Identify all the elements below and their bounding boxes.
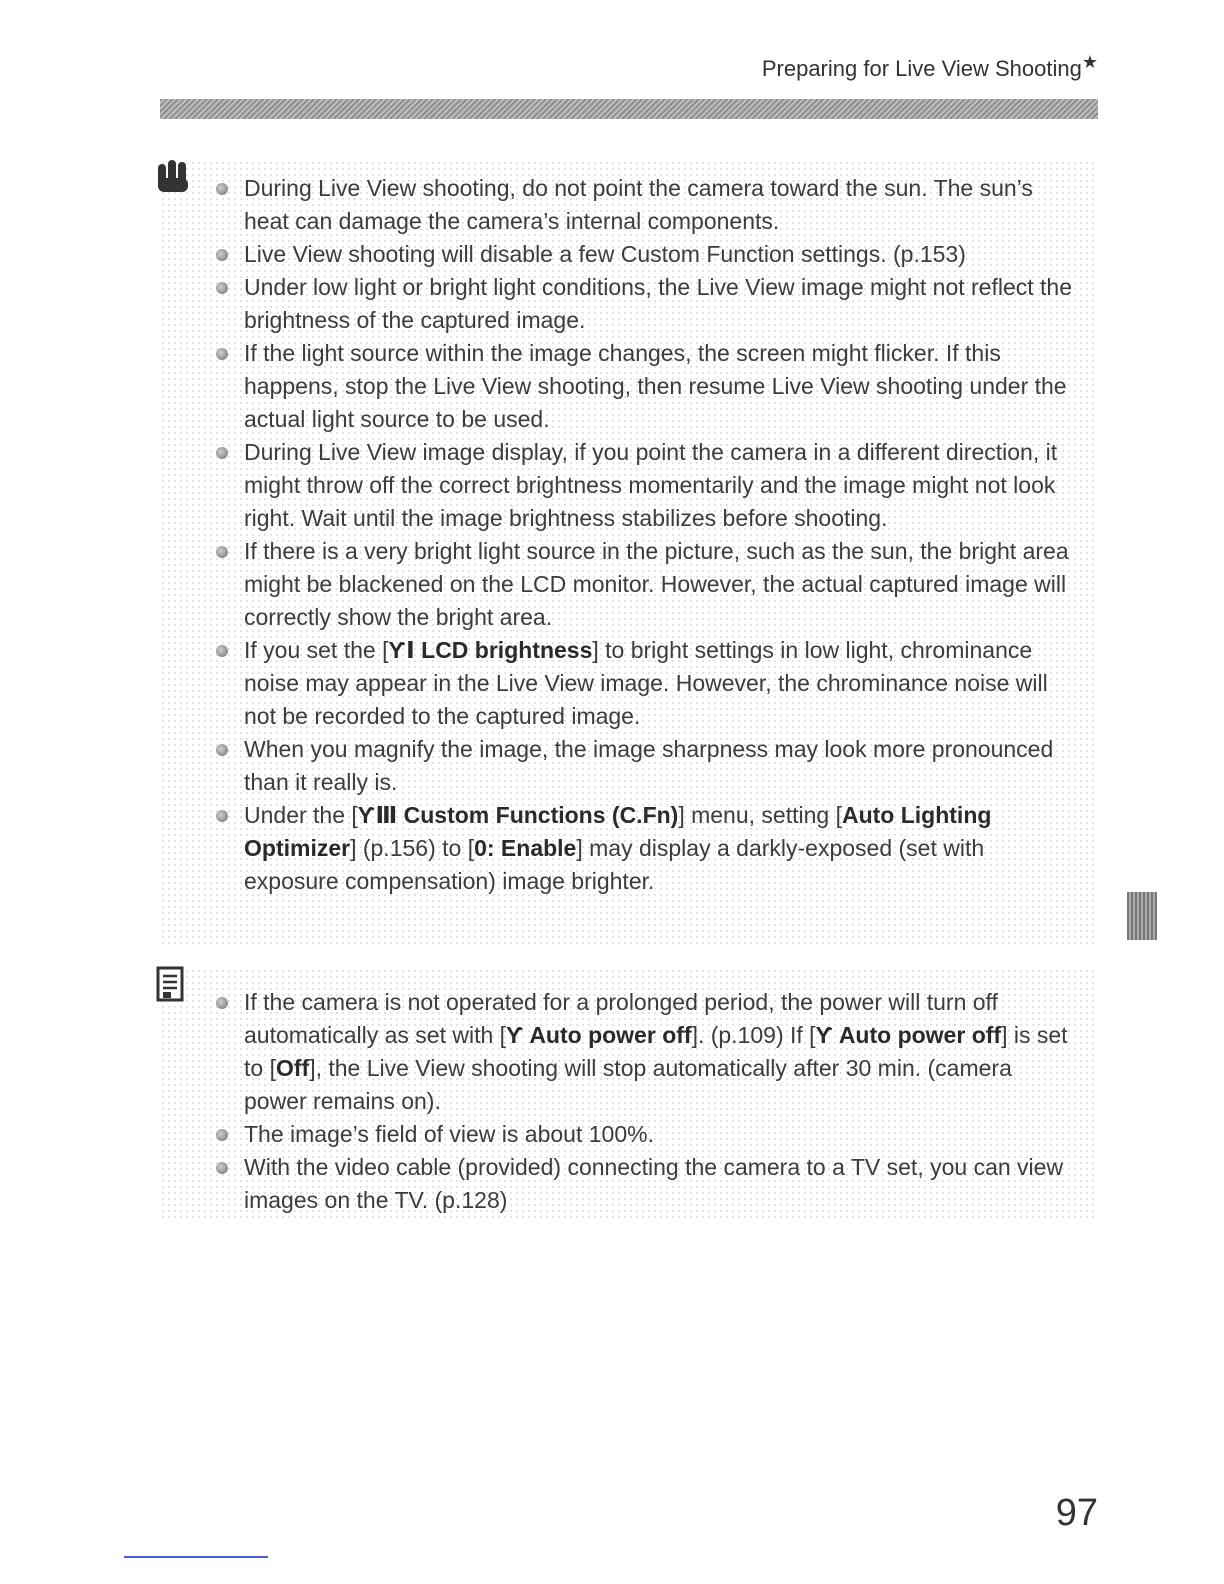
- bullet-icon: [216, 249, 228, 261]
- bullet-icon: [216, 744, 228, 756]
- setup-icon: Ƴ: [815, 1022, 839, 1048]
- bullet-icon: [216, 645, 228, 657]
- bullet-icon: [216, 183, 228, 195]
- header-banner: [160, 99, 1098, 119]
- note-icon: [156, 966, 186, 1009]
- caution-item: When you magnify the image, the image sharpness may look more pronounced than it really is.: [244, 733, 1074, 799]
- page-header: [0, 52, 1098, 82]
- caution-item: Live View shooting will disable a few Custom Function settings. (p.153): [244, 238, 1074, 271]
- chapter-tab: [1127, 892, 1157, 940]
- caution-icon: [156, 158, 196, 203]
- footer-line: [124, 1556, 268, 1558]
- setup-icon: ƳⅢ: [357, 802, 404, 828]
- note-section: [160, 968, 1098, 1220]
- caution-item: During Live View shooting, do not point the camera toward the sun. The sun’s heat can damage the camera’s internal components.: [244, 172, 1074, 238]
- bullet-icon: [216, 1129, 228, 1141]
- note-item: The image’s field of view is about 100%.: [244, 1118, 1074, 1151]
- bullet-icon: [216, 282, 228, 294]
- caution-item: During Live View image display, if you point the camera in a different direction, it might throw off the correct brightness momentarily and the image might not look right. Wait until the image brightness stabilizes before shooting.: [244, 436, 1074, 535]
- caution-item: If the light source within the image changes, the screen might flicker. If this happens, stop the Live View shooting, then resume Live View shooting under the actual light source to be used.: [244, 337, 1074, 436]
- page-number: 97: [1055, 1492, 1098, 1534]
- setup-icon: ƳⅠ: [388, 637, 422, 663]
- bullet-icon: [216, 997, 228, 1009]
- star-mark: ★: [1081, 52, 1098, 72]
- bullet-icon: [216, 810, 228, 822]
- header-title: Preparing for Live View Shooting: [761, 56, 1082, 81]
- setup-icon: Ƴ: [506, 1022, 530, 1048]
- caution-item: Under the [ƳⅢ Custom Functions (C.Fn)] menu, setting [Auto Lighting Optimizer] (p.156) to [0: Enable] may display a darkly-exposed (set with exposure compensation) image brighter.: [244, 799, 1074, 898]
- bullet-icon: [216, 546, 228, 558]
- bullet-icon: [216, 1162, 228, 1174]
- bullet-icon: [216, 348, 228, 360]
- bullet-icon: [216, 447, 228, 459]
- note-item: With the video cable (provided) connecting the camera to a TV set, you can view images on the TV. (p.128): [244, 1151, 1074, 1217]
- caution-item: If there is a very bright light source in the picture, such as the sun, the bright area might be blackened on the LCD monitor. However, the actual captured image will correctly show the bright area.: [244, 535, 1074, 634]
- caution-item: If you set the [ƳⅠ LCD brightness] to bright settings in low light, chrominance noise may appear in the Live View image. However, the chrominance noise will not be recorded to the captured image.: [244, 634, 1074, 733]
- note-item: If the camera is not operated for a prolonged period, the power will turn off automatically as set with [Ƴ Auto power off]. (p.109) If [Ƴ Auto power off] is set to [Off], the Live View shooting will stop automatically after 30 min. (camera power remains on).: [244, 986, 1074, 1118]
- caution-item: Under low light or bright light conditions, the Live View image might not reflect the brightness of the captured image.: [244, 271, 1074, 337]
- caution-section: [160, 160, 1098, 945]
